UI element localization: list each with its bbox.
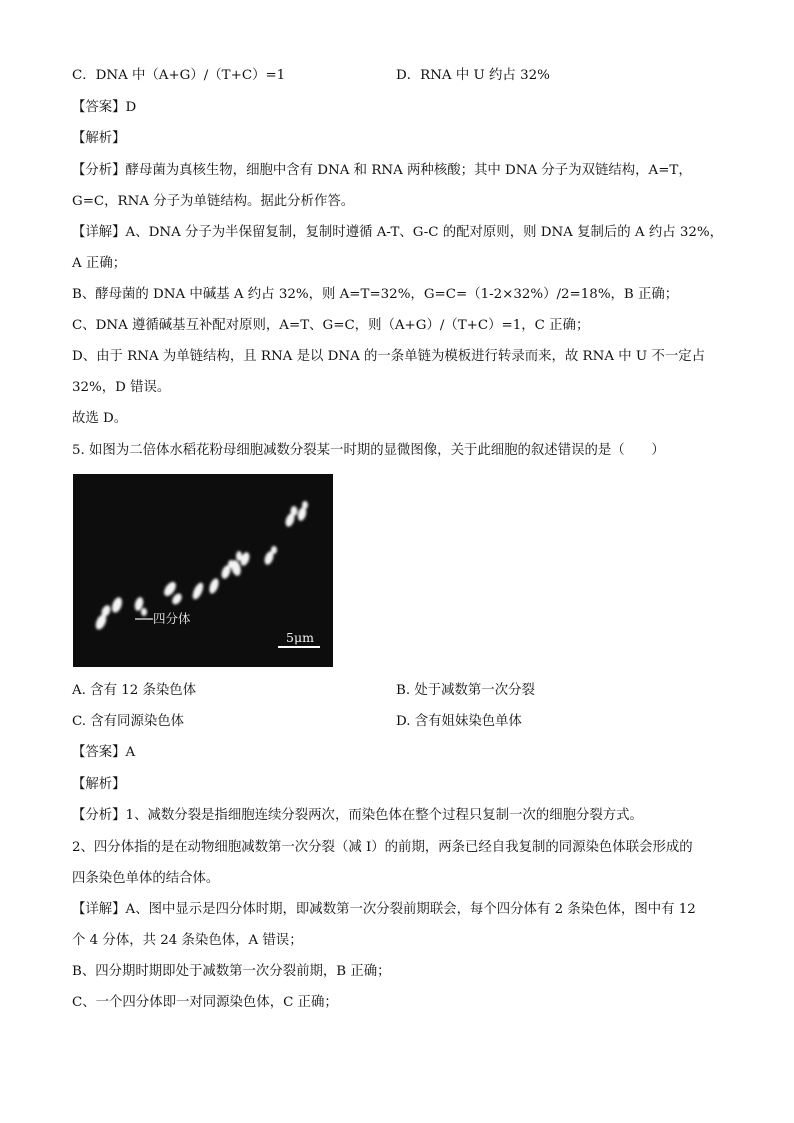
q4-text-line: 【详解】A、DNA 分子为半保留复制，复制时遵循 A-T、G-C 的配对原则，则 DNA 复制后的 A 约占 32%， <box>72 225 724 240</box>
q4-analysis-label: 【解析】 <box>72 131 126 146</box>
q4-text-line: B、酵母菌的 DNA 中碱基 A 约占 32%，则 A=T=32%，G=C=（1-2×32%）/2=18%，B 正确； <box>72 287 679 302</box>
q5-option-b: B. 处于减数第一次分裂 <box>396 683 535 698</box>
q5-text-line: 个 4 分体，共 24 条染色体，A 错误； <box>72 933 303 948</box>
q5-text-line: B、四分期时期即处于减数第一次分裂前期，B 正确； <box>72 964 391 979</box>
chromosome-blob <box>191 581 206 601</box>
q5-text-line: C、一个四分体即一对同源染色体，C 正确； <box>72 995 338 1010</box>
tetrad-label: 四分体 <box>153 611 191 626</box>
q5-analysis-label: 【解析】 <box>72 777 126 792</box>
q4-text-line: A 正确； <box>72 256 127 271</box>
q5-text-line: 【分析】1、减数分裂是指细胞连续分裂两次，而染色体在整个过程只复制一次的细胞分裂方式。 <box>72 808 643 823</box>
q4-text-line: G=C，RNA 分子为单链结构。据此分析作答。 <box>72 194 355 209</box>
q5-text-line: 【详解】A、图中显示是四分体时期，即减数第一次分裂前期联会，每个四分体有 2 条染色体，图中有 12 <box>72 902 696 917</box>
chromosome-blob <box>110 596 124 614</box>
q5-text-line: 四条染色单体的结合体。 <box>72 871 220 886</box>
chromosome-blob <box>162 580 184 606</box>
chromosome-blob <box>263 546 277 566</box>
q4-option-c: C．DNA 中（A+G）/（T+C）=1 <box>72 68 286 83</box>
q4-option-d: D．RNA 中 U 约占 32% <box>396 68 550 83</box>
q5-question-stem: 5. 如图为二倍体水稻花粉母细胞减数分裂某一时期的显微图像，关于此细胞的叙述错误的是（ ） <box>72 443 665 458</box>
chromosome-blob <box>208 577 221 595</box>
micrograph-figure <box>73 474 333 667</box>
q5-answer: 【答案】A <box>72 745 136 760</box>
chromosome-blob <box>94 604 113 631</box>
q5-option-d: D. 含有姐妹染色单体 <box>396 714 522 729</box>
chromosome-blob <box>230 551 243 577</box>
q4-text-line: 故选 D。 <box>72 411 128 426</box>
q4-text-line: C、DNA 遵循碱基互补配对原则，A=T、G=C，则（A+G）/（T+C）=1，C 正确； <box>72 318 590 333</box>
chromosome-blob <box>133 596 147 616</box>
q5-option-a: A. 含有 12 条染色体 <box>72 683 197 698</box>
chromosome-blob <box>284 506 298 528</box>
q5-text-line: 2、四分体指的是在动物细胞减数第一次分裂（减 I）的前期，两条已经自我复制的同源染色体联会形成的 <box>72 840 693 855</box>
q4-text-line: D、由于 RNA 为单链结构，且 RNA 是以 DNA 的一条单链为模板进行转录而来，故 RNA 中 U 不一定占 <box>72 349 706 364</box>
chromosome-blob <box>296 501 308 522</box>
q4-text-line: 【分析】酵母菌为真核生物，细胞中含有 DNA 和 RNA 两种核酸；其中 DNA 分子为双链结构，A=T， <box>72 163 692 178</box>
q4-text-line: 32%，D 错误。 <box>72 380 171 395</box>
q4-answer: 【答案】D <box>72 100 137 115</box>
scale-bar-label: 5μm <box>286 630 314 645</box>
q5-option-c: C. 含有同源染色体 <box>72 714 185 729</box>
